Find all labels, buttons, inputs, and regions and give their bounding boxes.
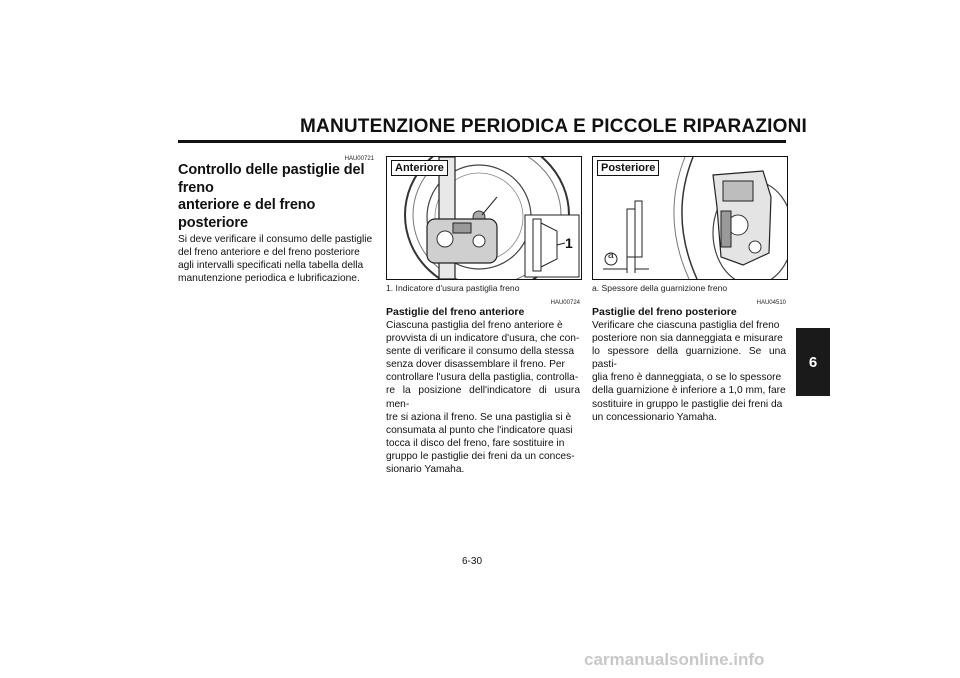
section-subheading: Pastiglie del freno anteriore: [386, 306, 525, 318]
text-line: re la posizione dell'indicatore di usura men-: [386, 385, 580, 410]
section-paragraph: [592, 319, 786, 424]
figure-label: Anteriore: [391, 160, 448, 176]
text-line: Ciascuna pastiglia del freno anteriore è: [386, 320, 563, 331]
figure-caption: a. Spessore della guarnizione freno: [592, 283, 728, 293]
text-line: tre si aziona il freno. Se una pastiglia si è: [386, 411, 572, 423]
text-line: sostituire in gruppo le pastiglie dei freni da: [592, 398, 783, 410]
text-line: sionario Yamaha.: [386, 464, 465, 476]
text-line: provvista di un indicatore d'usura, che con-: [386, 333, 580, 345]
left-column: [178, 156, 374, 285]
middle-column: [386, 300, 580, 476]
section-subheading: Pastiglie del freno posteriore: [592, 306, 737, 318]
text-line: manutenzione periodica e lubrificazione.: [178, 273, 360, 285]
text-line: agli intervalli specificati nella tabella della: [178, 260, 364, 272]
section-heading: [178, 162, 374, 232]
text-line: Si deve verificare il consumo delle pastiglie: [178, 234, 373, 245]
watermark: carmanualsonline.info: [584, 650, 765, 669]
text-line: lo spessore della guarnizione. Se una pasti-: [592, 346, 786, 371]
page-header-title: MANUTENZIONE PERIODICA E PICCOLE RIPARAZIONI: [300, 116, 808, 137]
section-heading-line: anteriore e del freno posteriore: [178, 197, 316, 231]
section-heading-line: Controllo delle pastiglie del freno: [178, 162, 365, 196]
header-rule: [178, 140, 786, 143]
figure-callout: a: [608, 250, 614, 261]
text-line: senza dover disassemblare il freno. Per: [386, 359, 565, 371]
front-brake-figure: [386, 156, 582, 280]
text-line: tocca il disco del freno, fare sostituire in: [386, 437, 565, 449]
text-line: Verificare che ciascuna pastiglia del freno: [592, 320, 780, 331]
figure-label: Posteriore: [597, 160, 659, 176]
text-line: gruppo le pastiglie dei freni da un conces-: [386, 450, 575, 462]
text-line: sente di verificare il consumo della stessa: [386, 346, 574, 358]
text-line: un concessionario Yamaha.: [592, 411, 717, 423]
right-column: [592, 300, 786, 424]
text-line: posteriore non sia danneggiata e misurare: [592, 333, 783, 345]
section-paragraph: [386, 319, 580, 476]
figure-caption: 1. Indicatore d'usura pastiglia freno: [386, 283, 520, 293]
chapter-tab: 6: [796, 328, 830, 396]
figure-callout: 1: [565, 235, 573, 251]
section-code: HAU00721: [344, 156, 374, 162]
text-line: controllare l'usura della pastiglia, controlla-: [386, 372, 579, 384]
page-number: 6-30: [462, 556, 483, 567]
text-line: consumata al punto che l'indicatore quasi: [386, 424, 573, 436]
text-line: del freno anteriore e del freno posteriore: [178, 247, 360, 259]
section-code: HAU00724: [550, 300, 580, 306]
text-line: glia freno è danneggiata, o se lo spessore: [592, 372, 782, 384]
section-code: HAU04510: [756, 300, 786, 306]
section-paragraph: [178, 233, 374, 285]
text-line: della guarnizione è inferiore a 1,0 mm, fare: [592, 385, 786, 397]
rear-brake-figure: [592, 156, 788, 280]
